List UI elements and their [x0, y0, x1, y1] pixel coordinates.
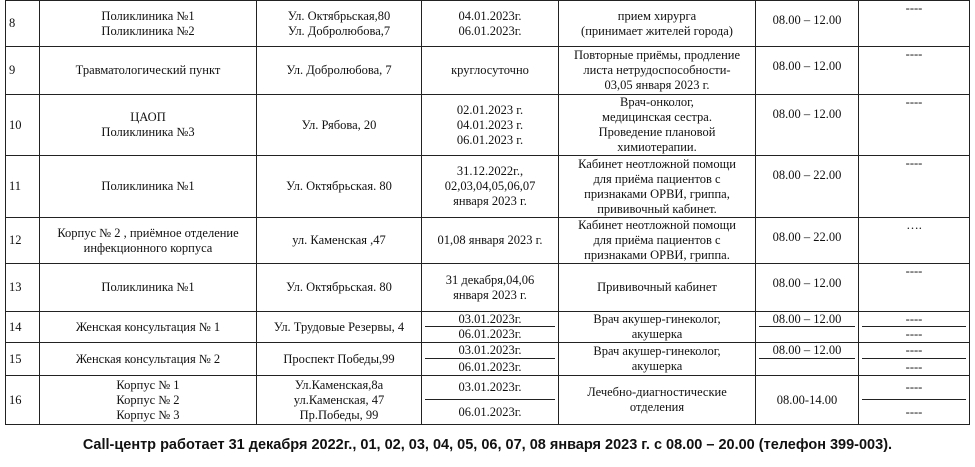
institution-line: Поликлиника №2 — [101, 23, 195, 38]
table-row — [6, 47, 970, 95]
service-line: Врач-онколог, — [620, 95, 694, 109]
dates-line: 02,03,04,05,06,07 — [444, 179, 536, 193]
note-part: ---- — [905, 312, 923, 326]
row-number: 9 — [6, 47, 40, 95]
note-part: ---- — [862, 399, 966, 424]
service-line: Кабинет неотложной помощи — [578, 156, 736, 171]
service — [559, 264, 756, 312]
service — [559, 218, 756, 264]
dates-line: 31.12.2022г., — [456, 164, 524, 178]
dates-line: 02.01.2023 г. — [456, 102, 524, 117]
service — [559, 156, 756, 218]
row-number: 16 — [6, 376, 40, 425]
hours: 08.00 – 22.00 — [756, 218, 859, 264]
service-line: Кабинет неотложной помощи — [578, 218, 736, 232]
row-number: 10 — [6, 95, 40, 156]
service-line: Врач акушер-гинеколог, — [593, 312, 721, 326]
row-number: 11 — [6, 156, 40, 218]
dates-line: круглосуточно — [451, 63, 529, 77]
institution — [40, 218, 257, 264]
institution — [40, 376, 257, 425]
institution-line: Корпус № 2 , приёмное отделение — [57, 225, 239, 240]
hours-part: 08.00 – 12.00 — [772, 312, 842, 326]
institution-line: Поликлиника №3 — [101, 125, 195, 139]
address — [257, 376, 422, 425]
service-line: Врач акушер-гинеколог, — [593, 344, 721, 358]
address — [257, 47, 422, 95]
institution-line: Поликлиника №1 — [101, 8, 195, 23]
table-row — [6, 376, 970, 425]
service — [559, 376, 756, 425]
dates — [422, 218, 559, 264]
service-line: 03,05 января 2023 г. — [604, 78, 710, 92]
institution-line: Поликлиника №1 — [101, 280, 195, 294]
address — [257, 95, 422, 156]
institution-line: Травматологический пункт — [75, 63, 221, 77]
service-line: Проведение плановой — [598, 125, 716, 139]
note — [859, 376, 970, 425]
dates-line: 31 декабря,04,06 — [445, 272, 535, 287]
row-number: 13 — [6, 264, 40, 312]
institution-line: Корпус № 2 — [116, 392, 180, 407]
institution — [40, 1, 257, 47]
table-row — [6, 264, 970, 312]
note: ---- — [859, 47, 970, 95]
service-line: акушерка — [631, 327, 683, 341]
service-line: акушерка — [631, 359, 683, 373]
dates-line: 01,08 января 2023 г. — [437, 233, 543, 247]
dates-part: 06.01.2023г. — [425, 358, 555, 375]
institution — [40, 156, 257, 218]
dates — [422, 312, 559, 343]
dates — [422, 264, 559, 312]
service-line: Прививочный кабинет — [597, 280, 717, 294]
schedule-table — [5, 0, 970, 425]
dates-line: 04.01.2023г. — [458, 8, 522, 23]
note — [859, 312, 970, 343]
address-line: Пр.Победы, 99 — [299, 407, 379, 422]
note: ---- — [859, 1, 970, 47]
service-line: для приёма пациентов с — [593, 171, 721, 186]
dates — [422, 376, 559, 425]
dates-line: 06.01.2023 г. — [456, 132, 524, 147]
hours-part — [759, 326, 855, 341]
table-row — [6, 312, 970, 343]
note-part: ---- — [862, 358, 966, 375]
dates-line: января 2023 г. — [453, 194, 527, 208]
row-number: 14 — [6, 312, 40, 343]
note: ---- — [859, 156, 970, 218]
service — [559, 1, 756, 47]
row-number: 12 — [6, 218, 40, 264]
note: ---- — [859, 264, 970, 312]
call-center-note: Call-центр работает 31 декабря 2022г., 01, 02, 03, 04, 05, 06, 07, 08 января 2023 г. с 08.00 – 20.00 (телефон 399-003). — [82, 437, 893, 453]
dates-part: 06.01.2023г. — [425, 326, 555, 341]
hours-part: 08.00 – 12.00 — [772, 343, 842, 357]
service-line: Повторные приёмы, продление — [573, 48, 741, 62]
address — [257, 343, 422, 376]
dates-part: 03.01.2023г. — [458, 380, 522, 394]
address-line: Проспект Победы,99 — [283, 351, 395, 366]
hours: 08.00 – 12.00 — [756, 95, 859, 156]
dates-line: 06.01.2023г. — [458, 23, 522, 38]
note-part: ---- — [862, 326, 966, 341]
hours: 08.00 – 12.00 — [756, 47, 859, 95]
address — [257, 218, 422, 264]
institution-line: ЦАОП — [130, 110, 166, 124]
service-line: медицинская сестра. — [602, 110, 712, 124]
address — [257, 264, 422, 312]
institution — [40, 264, 257, 312]
table-row — [6, 95, 970, 156]
dates-part: 03.01.2023г. — [458, 312, 522, 326]
hours: 08.00 – 12.00 — [756, 1, 859, 47]
note-part: ---- — [905, 380, 923, 394]
institution-line: Корпус № 3 — [116, 407, 180, 422]
address-line: Ул. Трудовые Резервы, 4 — [273, 319, 405, 334]
address-line: Ул. Октябрьская,80 — [287, 8, 391, 23]
dates — [422, 343, 559, 376]
institution-line: Женская консультация № 1 — [75, 319, 221, 334]
institution — [40, 47, 257, 95]
address — [257, 312, 422, 343]
hours-part — [759, 358, 855, 375]
institution-line: Корпус № 1 — [116, 377, 180, 392]
hours: 08.00 – 12.00 — [756, 264, 859, 312]
service — [559, 312, 756, 343]
dates-part: 03.01.2023г. — [458, 343, 522, 357]
hours — [756, 343, 859, 376]
hours — [756, 312, 859, 343]
address-line: Ул. Рябова, 20 — [301, 117, 377, 132]
service-line: листа нетрудоспособности- — [583, 63, 731, 77]
dates — [422, 1, 559, 47]
dates-part: 06.01.2023г. — [425, 399, 555, 424]
service-line: признаками ОРВИ, гриппа. — [584, 248, 730, 262]
service-line: (принимает жителей города) — [581, 23, 733, 38]
table-row — [6, 1, 970, 47]
institution-line: инфекционного корпуса — [83, 240, 213, 255]
hours: 08.00-14.00 — [756, 376, 859, 425]
service-line: Лечебно-диагностические — [587, 385, 727, 399]
service-line: для приёма пациентов с — [593, 233, 721, 247]
hours: 08.00 – 22.00 — [756, 156, 859, 218]
address — [257, 156, 422, 218]
service — [559, 95, 756, 156]
address — [257, 1, 422, 47]
address-line: Ул. Добролюбова, 7 — [286, 63, 392, 77]
note: ---- — [859, 95, 970, 156]
row-number: 8 — [6, 1, 40, 47]
institution — [40, 312, 257, 343]
address-line: Ул. Октябрьская. 80 — [286, 280, 392, 294]
table-row — [6, 156, 970, 218]
service — [559, 47, 756, 95]
dates-line: 04.01.2023 г. — [456, 117, 524, 132]
note-part: ---- — [905, 343, 923, 357]
note: …. — [859, 218, 970, 264]
service-line: отделения — [629, 400, 685, 414]
service-line: признаками ОРВИ, гриппа, — [584, 186, 730, 201]
address-line: ул.Каменская, 47 — [293, 392, 385, 407]
service-line: химиотерапии. — [617, 140, 697, 154]
address-line: Ул. Добролюбова,7 — [287, 23, 391, 38]
service-line: прием хирурга — [617, 8, 697, 23]
address-line: ул. Каменская ,47 — [292, 233, 386, 247]
dates — [422, 95, 559, 156]
address-line: Ул.Каменская,8а — [294, 377, 384, 392]
dates — [422, 156, 559, 218]
service — [559, 343, 756, 376]
institution-line: Женская консультация № 2 — [75, 351, 221, 366]
table-row — [6, 343, 970, 376]
service-line: прививочный кабинет. — [597, 201, 717, 216]
dates — [422, 47, 559, 95]
note — [859, 343, 970, 376]
table-row — [6, 218, 970, 264]
address-line: Ул. Октябрьская. 80 — [286, 179, 392, 193]
institution — [40, 343, 257, 376]
dates-line: января 2023 г. — [453, 287, 527, 302]
institution-line: Поликлиника №1 — [101, 179, 195, 193]
institution — [40, 95, 257, 156]
row-number: 15 — [6, 343, 40, 376]
